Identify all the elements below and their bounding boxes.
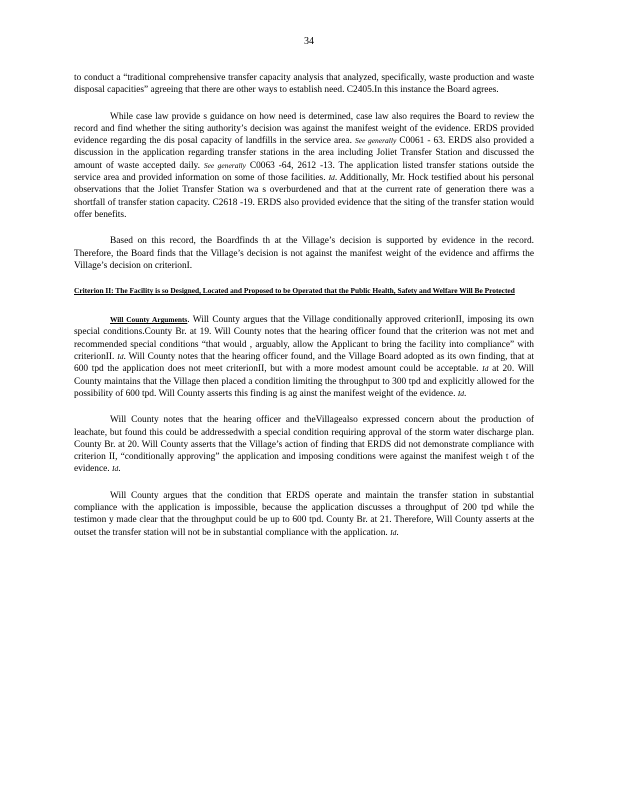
text-segment: at 20. Will County maintains that the Village then placed a condition limiting the throughput to 300 tpd and explicitly allowed for the possibility of 600 tpd. Will County asserts this finding is ag ainst the manifest weight of the evidence. [74,364,535,399]
paragraph-throughput [74,490,534,539]
text-segment: . Additionally, Mr. Hock testified about his personal observations that the Joliet Transfer Station wa s overburdened and that at the current rate of generation there was a shortfall of transfer station capacity. C2618 -19. ERDS also provided evidence that the siting of the transfer station would offer benefits. [74,173,534,220]
citation-signal: See generally [354,136,397,146]
citation-id: Id [457,388,465,398]
citation-id: Id [112,464,119,474]
text-segment: . [464,388,467,399]
paragraph-board-finding: Based on this record, the Boardfinds th at the Village’s decision is supported by evidence in the record. Therefore, the Board finds that the Village’s decision is not against the manifest weight of the evidence and affirms the Village’s decision on criterionI. [74,236,534,271]
page-number: 34 [304,36,314,47]
citation-id: Id [328,173,335,183]
citation-id: Id [482,364,489,374]
sub-heading: Will County Arguments [110,315,188,325]
paragraph-will-county-arguments [74,314,534,400]
text-segment: While case law provide s guidance on how need is determined, case law also requires the Board to review the record and find whether the siting authority’s decision was against the manifest weight of the evidence. ERDS provided evidence regarding the dis posal capacity of landfills in the service area. [74,111,534,147]
citation-signal: See generally [203,160,246,170]
text-segment: . Will County argues that the Village conditionally approved criterionII, imposing its own special conditions.County Br. at 19. Will County notes that the hearing officer found that the criterion was not met and recommended special conditions “that would , arguably, allow the Applicant to bring the facility into compliance” with criterionII. [74,315,534,363]
paragraph-case-law [74,111,534,222]
text-segment: C0061 - 63. ERDS also provided a discussion in the application regarding transfer stations in the area including Joliet Transfer Station and discussed the amount of waste accepted daily. [74,136,534,171]
text-segment: Will County argues that the condition that ERDS operate and maintain the transfer station in substantial compliance with the application is impossible, because the application discusses a throughput of 200 tpd while the testimon y made clear that the throughput could be up to 600 tpd. County Br. at 21. Therefore, Will County asserts at the outset the transfer station will not be in substantial compliance with the application. [74,490,534,538]
document-body [74,72,534,553]
paragraph-leachate [74,414,534,475]
text-segment: . [396,527,399,538]
paragraph-need-analysis: to conduct a “traditional comprehensive transfer capacity analysis that analyzed, specifically, waste production and waste disposal capacities” agreeing that there are other ways to establish need. C2405.In this instance the Board agrees. [74,73,534,96]
citation-id: Id [390,527,397,537]
text-segment: C0063 -64, 2612 -13. The application listed transfer stations outside the service area and provided information on some of those facilities. [74,160,534,184]
text-segment: . Will County notes that the hearing officer found, and the Village Board adopted as its own finding, that at 600 tpd the application does not meet criterionII, but with a more modest amount could be acceptable. [74,352,534,375]
text-segment: Will County notes that the hearing officer and theVillagealso expressed concern about the production of leachate, but found this could be addressedwith a special condition requiring approval of the storm water discharge plan. County Br. at 20. Will County asserts that the Village’s action of finding that ERDS did not demonstrate compliance with criterion II, “conditionally approving” the application and imposing conditions were against the manifest weigh t of the evidence. [74,415,534,475]
section-heading-criterion-ii: Criterion II: The Facility is so Designed, Located and Proposed to be Operated that the Public Health, Safety and Welfare Will Be Protected [74,286,515,296]
citation-id: Id [117,352,124,362]
text-segment: . [118,464,121,475]
